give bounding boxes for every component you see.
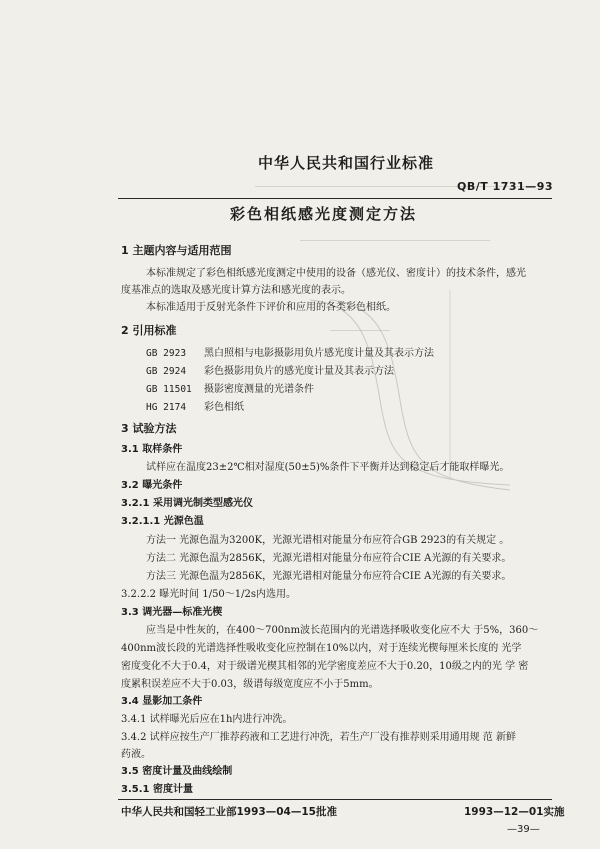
- reference-title: 彩色相纸: [204, 402, 244, 413]
- reference-item: [146, 398, 244, 413]
- reference-title: 摄影密度测量的光谱条件: [204, 384, 314, 395]
- method-2-text: 方法二 光源色温为2856K，光源光谱相对能量分布应符合CIE A光源的有关要求。: [146, 553, 512, 564]
- bleed-through-line: [300, 240, 490, 241]
- section-1-heading: 1 主题内容与适用范围: [121, 244, 232, 257]
- subsection-3-4-2-line: 药液。: [121, 749, 151, 760]
- subsection-3-5-heading: 3.5 密度计量及曲线绘制: [121, 766, 233, 777]
- subsection-3-3-line: 度累积误差应不大于0.03，级谱每级宽度应不小于5mm。: [121, 679, 379, 690]
- header-rule: [118, 198, 552, 199]
- subsection-3-1-text: 试样应在温度23±2℃相对湿度(50±5)%条件下平衡并达到稳定后才能取样曝光。: [146, 462, 510, 473]
- footer-rule: [118, 799, 552, 800]
- subsection-3-1-heading: 3.1 取样条件: [121, 444, 183, 455]
- approval-line: 中华人民共和国轻工业部1993—04—15批准: [121, 806, 337, 818]
- subsection-3-3-line: 应当是中性灰的，在400～700nm波长范围内的光谱选择吸收变化应不大 于5%，360～: [146, 625, 539, 636]
- org-standard-title: 中华人民共和国行业标准: [258, 154, 435, 172]
- subsection-3-3-heading: 3.3 调光器—标准光楔: [121, 607, 223, 618]
- document-title: 彩色相纸感光度测定方法: [230, 205, 418, 223]
- reference-item: [146, 380, 314, 395]
- subsection-3-2-1-heading: 3.2.1 采用调光制类型感光仪: [121, 498, 253, 509]
- reference-code: GB 2923: [146, 348, 187, 359]
- section-3-heading: 3 试验方法: [121, 422, 177, 435]
- reference-code: GB 11501: [146, 384, 192, 395]
- reference-title: 黑白照相与电影摄影用负片感光度计量及其表示方法: [204, 348, 434, 359]
- implementation-date: 1993—12—01实施: [464, 806, 565, 818]
- section-1-paragraph-line: 度基准点的选取及感光度计算方法和感光度的表示。: [121, 285, 351, 296]
- reference-title: 彩色摄影用负片的感光度计量及其表示方法: [204, 366, 394, 377]
- subsection-3-5-1-heading: 3.5.1 密度计量: [121, 784, 193, 795]
- standard-code: QB/T 1731—93: [457, 180, 554, 193]
- section-2-heading: 2 引用标准: [121, 324, 177, 337]
- subsection-3-4-heading: 3.4 显影加工条件: [121, 696, 203, 707]
- subsection-3-4-1-text: 3.4.1 试样曝光后应在1h内进行冲洗。: [121, 714, 293, 725]
- subsection-3-2-2-2-text: 3.2.2.2 曝光时间 1/50～1/2s内选用。: [121, 589, 297, 600]
- reference-code: HG 2174: [146, 402, 187, 413]
- subsection-3-3-line: 400nm波长段的光谱选择性吸收变化应控制在10%以内，对于连续光楔每厘米长度的 光学: [121, 643, 522, 654]
- reference-item: [146, 344, 434, 359]
- subsection-3-2-heading: 3.2 曝光条件: [121, 480, 183, 491]
- subsection-3-3-line: 密度变化不大于0.4，对于级谱光楔其相邻的光学密度差应不大于0.20，10级之内的光 学 密: [121, 661, 529, 672]
- section-1-paragraph: 本标准适用于反射光条件下评价和应用的各类彩色相纸。: [146, 302, 396, 313]
- section-1-paragraph-line: 本标准规定了彩色相纸感光度测定中使用的设备（感光仪、密度计）的技术条件，感光: [146, 268, 526, 279]
- method-3-text: 方法三 光源色温为2856K，光源光谱相对能量分布应符合CIE A光源的有关要求。: [146, 571, 512, 582]
- subsection-3-2-1-1-heading: 3.2.1.1 光源色温: [121, 516, 204, 527]
- page-number: —39—: [507, 824, 540, 835]
- method-1-text: 方法一 光源色温为3200K，光源光谱相对能量分布应符合GB 2923的有关规定 。: [146, 535, 510, 546]
- reference-item: [146, 362, 394, 377]
- subsection-3-4-2-line: 3.4.2 试样应按生产厂推荐药液和工艺进行冲洗，若生产厂没有推荐则采用通用规 范 新鲜: [121, 732, 516, 743]
- reference-code: GB 2924: [146, 366, 187, 377]
